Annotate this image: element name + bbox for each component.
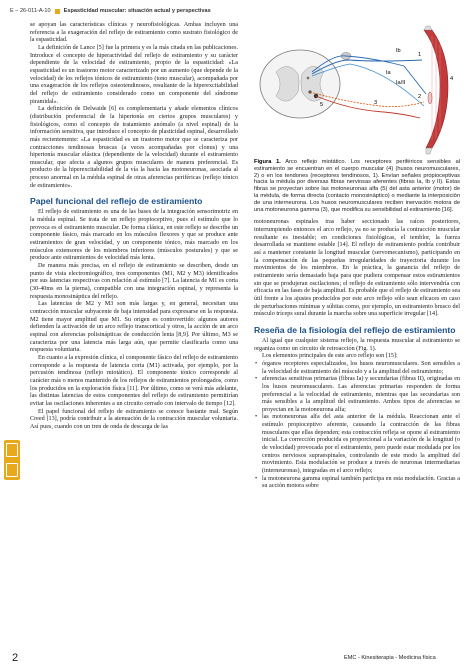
paragraph: La definición de Delwaide [6] es complementaria y añade elementos clínicos (distribución preferencial de la hipertonía en ciertos grupos musculares) y fisiológicos, como el concepto de tratamiento anómalo (a nivel espinal) de la información sensitiva, que introduce el concepto de plasticidad espinal, desarrollado más recientemente: «La espasticidad es un trastorno motor que se caracteriza por contracciones tendinosas bruscas (a veces acompañadas por clonus) y una hipertonía muscular elástica (dependiente de la velocidad) durante el estiramiento muscular, que afecta a algunos grupos musculares de manera preferencial. Es producto de la hiperexcitabilidad de la vía la hacia las motoneuronas, asociada al proceso anormal en la médula espinal de otras aferencias periféricas (reflejo tónico de estiramiento». [30,106,238,189]
label-ia: Ia [386,70,391,76]
spinal-cord-section [260,50,340,118]
side-tab-icon[interactable] [4,440,20,480]
label-2: 2 [418,94,422,100]
paragraph: Al igual que cualquier sistema reflejo, la respuesta muscular al estiramiento se organiza como un circuito de retroacción (Fig. 1). [254,337,460,352]
paragraph: se apoyan las características clínicas y neurofisiológicas. Ambas incluyen una referencia a la exageración del reflejo de estiramiento como sustrato fisiológico de la espasticidad. [30,22,238,44]
paragraph: El reflejo de estiramiento es una de las bases de la integración sensorimotriz en la médula espinal. Se trata de un reflejo propioceptivo, pues el estímulo que lo provoca es el estiramiento muscular. De forma clásica, en este reflejo se describe un componente fásico, más marcado en los músculos flexores y que se produce ante estiramientos de gran velocidad, y un componente tónico, más marcado en los músculos extensores de los miembros inferiores (músculos posturales) y que se produce ante estiramientos de velocidad más lenta. [30,209,238,262]
page-number: 2 [12,652,19,664]
label-ia-ii: Ia/II [396,80,406,86]
list-item: • las motoneuronas alfa del asta anterior de la médula. Reaccionan ante el estímulo propioceptivo aferente, causando la contracción de las fibras musculares que ellas dependen; esta contracción refleja se opone al estiramiento inicial. La corrección producida es proporcional a la variación de la longitud (o de velocidad) provocada por el estiramiento, pero puede estar modulada por los centros nerviosos supraespinales, controlando de este modo la amplitud del movimiento. Esta modulación se produce a través de neuronas intermediarias (interneuronas), integradas en el arco reflejo; [262,414,460,475]
paragraph: En cuanto a la expresión clínica, el componente fásico del reflejo de estiramiento corresponde a la respuesta de latencia corta (M1) activada, por ejemplo, por la percusión tendinosa (reflejo miotático). El componente tónico corresponde al carácter más o menos mantenido de los reflejos de estiramientos prolongados, como los producidos en la exploración física [11]. Por último, como se verá más adelante, las distintas latencias de estos componentes del reflejo de estiramiento permitirían evitar las oscilaciones inherentes a un circuito cerrado con intervalo de tiempo [12]. [30,354,238,407]
paragraph: motoneuronas espinales tras haber seccionado las raíces posteriores, interrumpiendo entonces el arco reflejo, ya no se producía la contracción muscular resultante es inestable; en condiciones fisiológicas, el temblor, la fuerza desarrollada se mantiene estable [14]. El reflejo de estiramiento podría contribuir así a mantener constante la longitud muscular (servomecanismo), participando en la compensación de las pequeñas irregularidades de trayectoria durante los movimientos de los miembros. En la práctica, la ganancia del reflejo de estiramiento sería demasiado baja para que pudiera compensar estos estiramientos sin que se produjeran oscilaciones; el reflejo de estiramiento sólo intervendría con eficacia en las fases de baja amplitud. Es probable que el reflejo de estiramiento sea útil frente a los ajustes producidos por este arco reflejo sólo sean eficaces en caso de perturbaciones mínimas y súbitas como, por ejemplo, un estiramiento brusco del músculo tríceps sural durante la marcha sobre una superficie irregular [14]. [254,219,460,318]
paragraph: Las latencias de M2 y M3 son más largas y, en general, necesitan una contracción muscular subyacente de baja intensidad para expresarse en la respuesta. M2 tiene mayor amplitud que M1. Su origen es controvertido: algunos autores defienden la activación de un arco reflejo transcortical y otros, la acción de un arco espinal con aferencias polisinápticas de conducción lenta [8,9]. Por último, M3 se caracteriza por una latencia más larga aún, que permite clasificarla como una respuesta voluntaria. [30,301,238,354]
header-article-title: Espasticidad muscular: situación actual y perspectivas [63,8,211,14]
figure-caption [254,159,460,213]
running-header [10,4,470,18]
reflex-elements-list [254,361,460,491]
paragraph: La definición de Lance [5] fue la primera y es la más citada en las publicaciones. Introduce el concepto de hiperactividad del reflejo de estiramiento y su carácter dependiente de la velocidad de estiramiento, propio de la espasticidad: «La espasticidad es un trastorno motor caracterizado por un aumento (que depende de la velocidad) de los reflejos tónicos de estiramiento (tono muscular), acompañada por una exageración de los reflejos osteotendinosos, resultante de la hiperexcitabilidad del reflejo de estiramiento considerado como un componente del síndrome piramidal». [30,44,238,105]
figure-reflex-arc [254,22,460,157]
label-3: 3 [374,100,378,106]
section-heading: Reseña de la fisiología del reflejo de estiramiento [254,324,456,335]
journal-name: EMC - Kinesiterapia - Medicina física [344,655,436,661]
label-5: 5 [320,102,324,108]
interneuron [307,77,310,80]
left-column [30,22,238,431]
tendon-top [424,26,432,30]
right-column [254,22,460,491]
paragraph: Los elementos principales de este arco reflejo son [15]: [262,353,398,360]
section-heading: Papel funcional del reflejo de estiramiento [30,196,203,207]
figure-caption-text: Arco reflejo miotático. Los receptores periféricos sensibles al estiramiento se encuentran en el cuerpo muscular (4) (husos neuromusculares, 2) o en los tendones (receptores tendinosos, 1). Envían señales propioceptivas hacia la médula por diversas fibras nerviosas aferentes (fibras Ia, Ib y II). Estas fibras se proyectan sobre las motoneuronas alfa (5) del asta anterior (motor) de la médula, de forma directa (contacto monosináptico) o mediante la interposición de una interneurona. Los husos neuromusculares reciben inervación motora de una motoneurona gamma (3), que modifica su sensibilidad al estiramiento [16]. [254,159,461,213]
paragraph: De manera más precisa, en el reflejo de estiramiento se describen, desde un punto de vista electromiográfico, tres componentes (M1, M2 y M3) identificados por sus latencias respectivas con relación al estímulo [7]. La latencia de M1 es corta (30-40ms en la pierna), compatible con una integración espinal, y representa la respuesta monosináptica del reflejo. [30,263,238,300]
reflex-arc-diagram [254,22,460,157]
label-ib: Ib [396,48,401,54]
list-item: • la motoneurona gamma espinal también participa en esta modulación. Gracias a su acción motora sobre [262,476,460,491]
header-accent-square [55,9,60,14]
figure-caption-label: Figura 1. [254,159,281,165]
paragraph: El papel funcional del reflejo de estiramiento se conoce bastante mal. Según Creed [13], podría contribuir a la atenuación de la contracción muscular voluntaria. Así pues, cuando con un tren de onda de descarga de las [30,408,238,430]
side-tab-icon-box [6,463,18,477]
list-item: • aferencias sensitivas primarias (fibras Ia) y secundarias (fibras II), originadas en los husos neuromusculares. Las aferencias primarias responden de forma preferencial a la velocidad de estiramiento, mientras que las secundarias son más sensibles a la amplitud del estiramiento. Ambos tipos de aferencias se proyectan en la motoneurona alfa; [262,376,460,414]
muscle-spindle [428,92,432,104]
label-4: 4 [450,76,454,82]
tendon-bottom [426,148,432,154]
article-reference: E – 26-011-A-10 [10,8,51,14]
page-footer [0,652,474,666]
list-item: • órganos receptores especializados, los husos neuromusculares. Son sensibles a la velocidad de estiramiento del músculo y a la amplitud del estiramiento; [262,361,460,376]
label-1: 1 [418,52,422,58]
side-tab-icon-box [6,443,18,457]
